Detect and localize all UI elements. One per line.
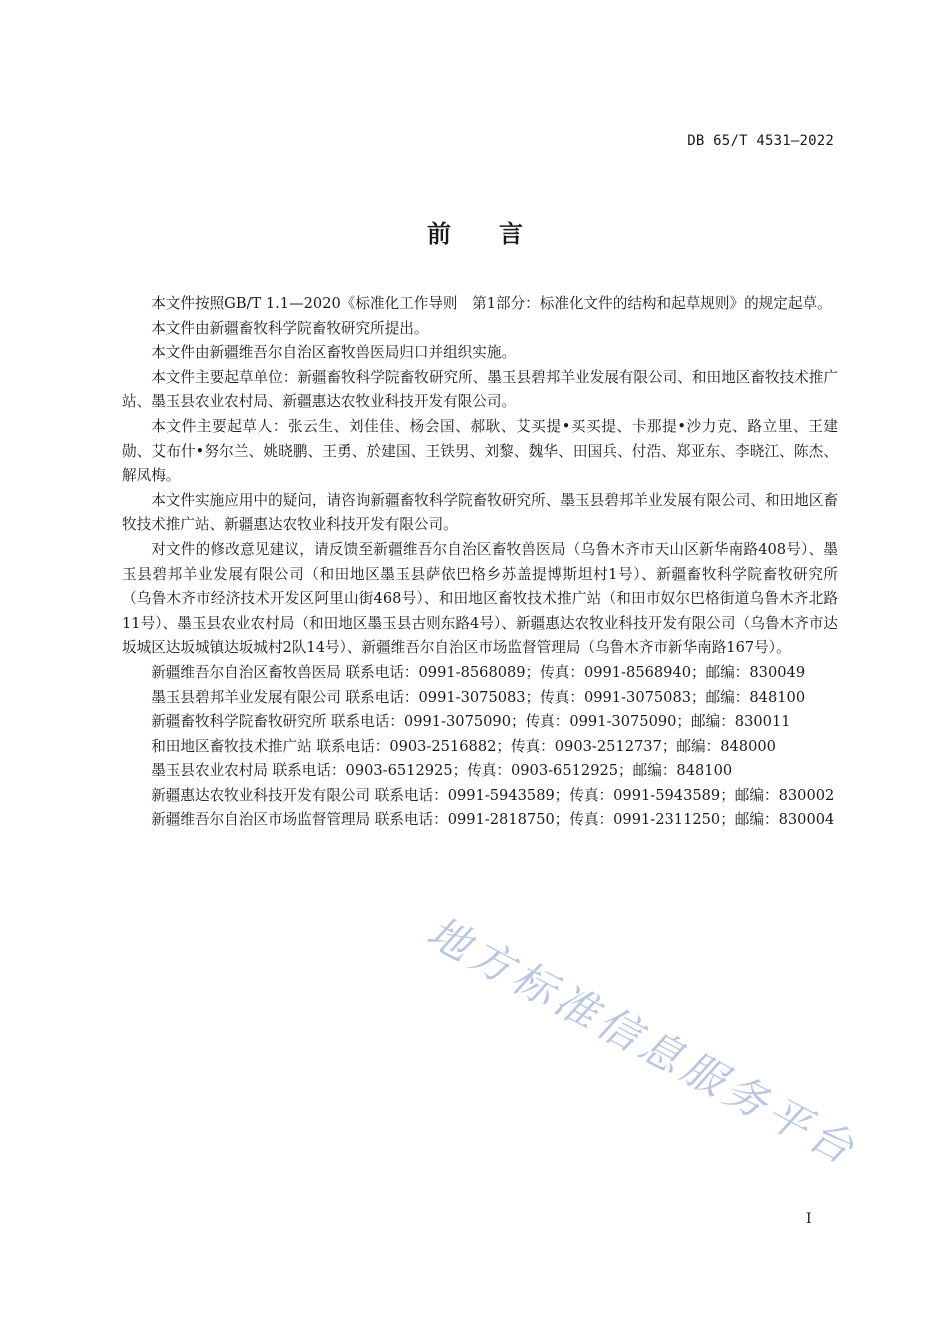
contact-line: 新疆畜牧科学院畜牧研究所 联系电话：0991-3075090；传真：0991-3075090；邮编：830011 [151,713,791,731]
paragraph-drafters: 本文件主要起草人：张云生、刘佳佳、杨会国、郝耿、艾买提•买买提、卡那提•沙力克、路立里、王建勋、艾布什•努尔兰、姚晓鹏、王勇、於建国、王铁男、刘黎、魏华、田国兵、付浩、郑亚东、李晓江、陈杰、解凤梅。 [122,417,838,485]
paragraph-inquiries: 本文件实施应用中的疑问，请咨询新疆畜牧科学院畜牧研究所、墨玉县碧邦羊业发展有限公司、和田地区畜牧技术推广站、新疆惠达农牧业科技开发有限公司。 [122,491,838,534]
title-char-2: 言 [499,220,523,248]
contact-line: 新疆惠达农牧业科技开发有限公司 联系电话：0991-5943589；传真：0991-5943589；邮编：830002 [151,786,835,804]
contact-line: 墨玉县碧邦羊业发展有限公司 联系电话：0991-3075083；传真：0991-3075083；邮编：848100 [151,688,806,706]
paragraph-proposer: 本文件由新疆畜牧科学院畜牧研究所提出。 [151,319,429,337]
document-code: DB 65/T 4531—2022 [687,133,834,149]
contact-line: 新疆维吾尔自治区市场监督管理局 联系电话：0991-2818750；传真：0991-2311250；邮编：830004 [151,811,835,829]
paragraph-administrator: 本文件由新疆维吾尔自治区畜牧兽医局归口并组织实施。 [151,344,517,362]
paragraph-feedback: 对文件的修改意见建议，请反馈至新疆维吾尔自治区畜牧兽医局（乌鲁木齐市天山区新华南路408号）、墨玉县碧邦羊业发展有限公司（和田地区墨玉县萨依巴格乡苏盖提博斯坦村1号）、新疆畜牧科学院畜牧研究所（乌鲁木齐市经济技术开发区阿里山街468号）、和田地区畜牧技术推广站（和田市奴尔巴格街道乌鲁木齐北路11号）、墨玉县农业农村局（和田地区墨玉县古则东路4号）、新疆惠达农牧业科技开发有限公司（乌鲁木齐市达坂城区达坂城镇达坂城村2队14号）、新疆维吾尔自治区市场监督管理局（乌鲁木齐市新华南路167号）。 [122,540,838,657]
contact-line: 和田地区畜牧技术推广站 联系电话：0903-2516882；传真：0903-2512737；邮编：848000 [151,737,776,755]
watermark: 地方标准信息服务平台 [419,907,867,1176]
foreword-body [122,292,838,833]
title-char-1: 前 [427,220,451,248]
page-number: I [806,1211,812,1227]
contact-line: 新疆维吾尔自治区畜牧兽医局 联系电话：0991-8568089；传真：0991-8568940；邮编：830049 [151,663,806,681]
paragraph-drafting-units: 本文件主要起草单位：新疆畜牧科学院畜牧研究所、墨玉县碧邦羊业发展有限公司、和田地区畜牧技术推广站、墨玉县农业农村局、新疆惠达农牧业科技开发有限公司。 [122,368,838,411]
paragraph-structure: 本文件按照GB/T 1.1—2020《标准化工作导则 第1部分：标准化文件的结构和起草规则》的规定起草。 [151,295,832,312]
contact-line: 墨玉县农业农村局 联系电话：0903-6512925；传真：0903-6512925；邮编：848100 [151,762,733,780]
page-title [0,214,950,249]
